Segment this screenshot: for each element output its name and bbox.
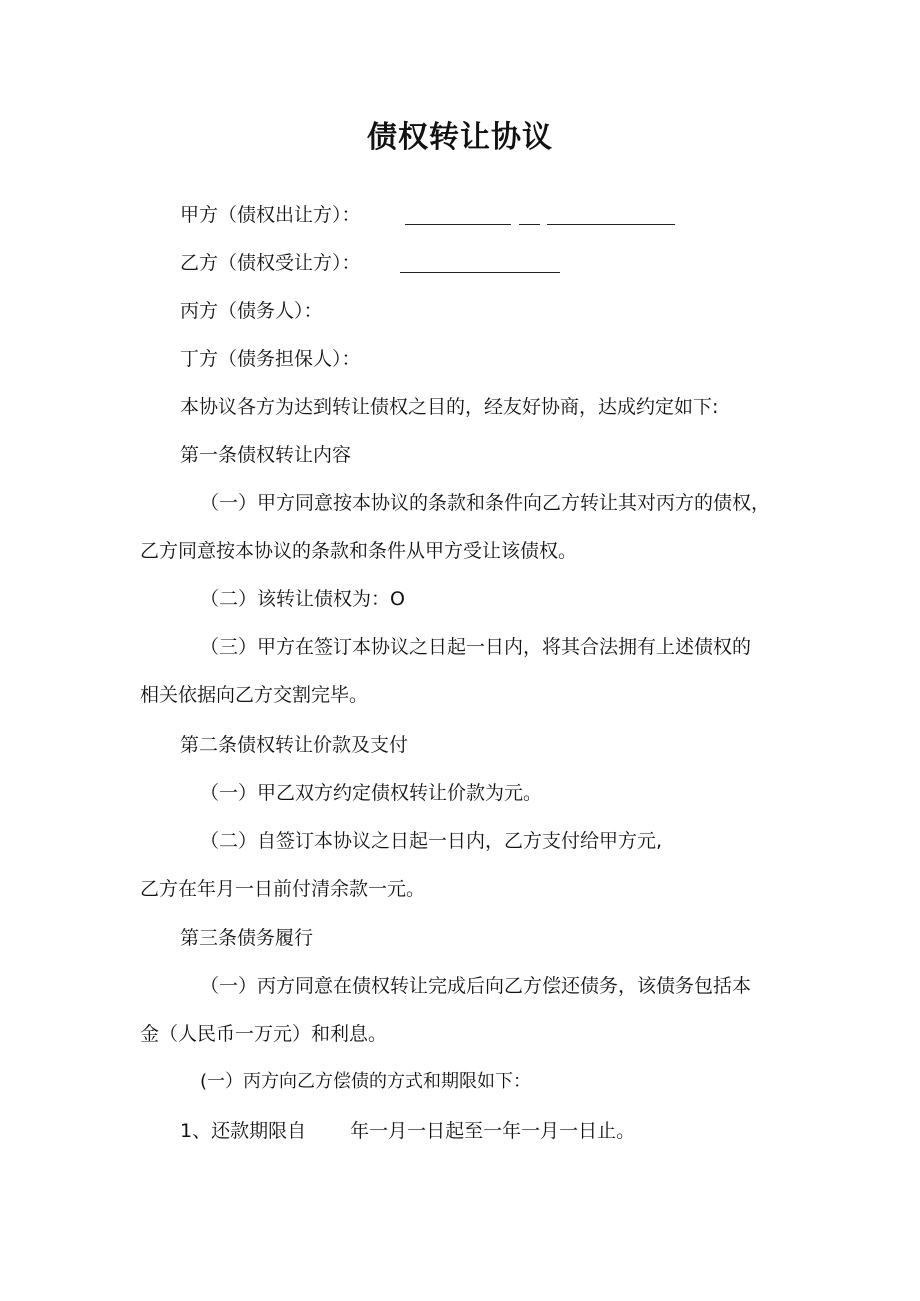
party-c-line — [180, 298, 323, 324]
article1-item2: （二）该转让债权为：O — [200, 588, 405, 610]
article3-item2: (一）丙方向乙方偿债的方式和期限如下： — [200, 1071, 532, 1092]
article1-item3-line2: 相关依据向乙方交割完毕。 — [140, 684, 369, 706]
article3-sub1: 1、还款期限自 年一月一日起至一年一月一日止。 — [180, 1120, 636, 1142]
page-title: 债权转让协议 — [367, 120, 553, 155]
article3-item1-line2: 金（人民币一万元）和利息。 — [140, 1023, 388, 1045]
party-c-label: 丙方（债务人）： — [180, 300, 323, 322]
party-a-blank-3 — [547, 206, 675, 225]
party-d-label: 丁方（债务担保人）： — [180, 348, 361, 370]
article2-item2-line1: （二）自签订本协议之日起一日内，乙方支付给甲方元, — [200, 830, 663, 852]
article1-heading: 第一条债权转让内容 — [180, 444, 352, 466]
party-d-line — [180, 346, 361, 372]
party-a-blank-1 — [405, 206, 511, 225]
article3-item1-line1: （一）丙方同意在债权转让完成后向乙方偿还债务，该债务包括本 — [200, 975, 752, 997]
party-a-line — [180, 202, 361, 228]
article1-item1-line1: （一）甲方同意按本协议的条款和条件向乙方转让其对丙方的债权， — [200, 492, 771, 514]
article2-item1: （一）甲乙双方约定债权转让价款为元。 — [200, 782, 543, 804]
party-a-blank-2 — [519, 206, 540, 225]
article1-item3-line1: （三）甲方在签订本协议之日起一日内，将其合法拥有上述债权的 — [200, 636, 752, 658]
party-b-line — [180, 250, 361, 276]
article3-heading: 第三条债务履行 — [180, 927, 314, 949]
intro-paragraph: 本协议各方为达到转让债权之目的，经友好协商，达成约定如下: — [180, 396, 719, 418]
article2-heading: 第二条债权转让价款及支付 — [180, 734, 409, 756]
article1-item1-line2: 乙方同意按本协议的条款和条件从甲方受让该债权。 — [140, 540, 578, 562]
party-a-label: 甲方（债权出让方）： — [180, 204, 361, 226]
party-b-blank — [400, 254, 560, 273]
article2-item2-line2: 乙方在年月一日前付清余款一元。 — [140, 878, 426, 900]
party-b-label: 乙方（债权受让方）： — [180, 252, 361, 274]
